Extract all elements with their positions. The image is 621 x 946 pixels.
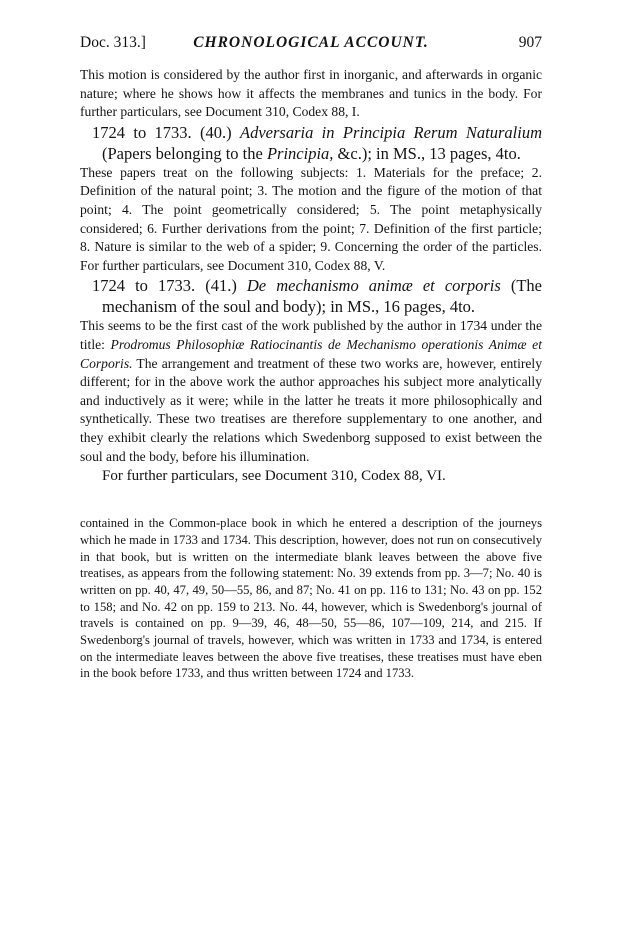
entry-40-rest: &c.); in MS., 13 pages, 4to. [333, 143, 521, 163]
entry-41-rest: (The mechanism of the soul and body); in MS., 16 pages, 4to. [102, 276, 542, 317]
entry-40-heading [80, 122, 542, 164]
entry-41-body [80, 317, 542, 466]
entry-40-principia: Principia, [266, 143, 334, 163]
entry-40-body: These papers treat on the following subjects: 1. Materials for the preface; 2. Definition of the natural point; 3. The motion and the figure of the motion of that point; 4. The point geometrically considered; 5. The point metaphysically considered; 6. Further derivations from the point; 7. Definition of the first particle; 8. Nature is similar to the web of a spider; 9. Concerning the order of the particles. For further particulars, see Document 310, Codex 88, V. [80, 164, 542, 273]
page-number: 907 [518, 34, 542, 51]
running-header [80, 32, 542, 54]
entry-41-lead: 1724 to 1733. (41.) [92, 276, 247, 296]
section-gap [80, 487, 542, 515]
entry-40-paren: (Papers belonging to the [102, 143, 267, 163]
entry-41-body-italic-title: Prodromus Philosophiæ Ratiocinantis de Mechanismo operationis Animæ et Corporis. [80, 336, 542, 371]
entry-41-latin-title: De mechanismo animæ et corporis [246, 276, 501, 296]
entry-40-lead: 1724 to 1733. (40.) [92, 122, 240, 142]
page-body [80, 66, 542, 682]
footnote-continuation: contained in the Common-place book in which he entered a description of the journeys which he made in 1733 and 1734. This description, however, does not run on consecutively in that book, but is written on the intermediate blank leaves between the above five treatises, as appears from the following statement: No. 39 extends from pp. 3—7; No. 40 is written on pp. 40, 47, 49, 50—55, 86, and 87; No. 41 on pp. 116 to 131; No. 43 on pp. 152 to 158; and No. 42 on pp. 159 to 213. No. 44, however, which is Swedenborg's journal of travels is contained on pp. 9—39, 46, 48—50, 55—86, 107—109, 214, and 215. If Swedenborg's journal of travels, however, which was written in 1733 and 1734, is entered on the intermediate leaves between the above five treatises, these treatises must have eben in the book before 1733, and thus written between 1724 and 1733. [80, 516, 542, 681]
entry-40-latin-title: Adversaria in Principia Rerum Naturalium [240, 122, 542, 142]
entry-41-body-part1: This seems to be the first cast of the work published by the author in 1734 under the title: [80, 318, 542, 352]
entry-41-further: For further particulars, see Document 310, Codex 88, VI. [102, 468, 446, 485]
entry-41-heading [80, 275, 542, 317]
intro-paragraph: This motion is considered by the author first in inorganic, and afterwards in organic nature; where he shows how it affects the membranes and tunics in the body. For further particulars, see Document 310, Codex 88, I. [80, 67, 542, 120]
entry-41-body-part2: The arrangement and treatment of these two works are, however, entirely different; for in the above work the author approaches his subject more analytically and inductively as it were; while in the latter he treats it more philosophically and synthetically. These two treatises are therefore supplementary to one another, and they exhibit clearly the relations which Swedenborg supposed to exist between the soul and the body, before his illumination. [80, 355, 542, 464]
header-title: CHRONOLOGICAL ACCOUNT. [193, 34, 429, 51]
header-doc-ref: Doc. 313.] [80, 34, 146, 51]
